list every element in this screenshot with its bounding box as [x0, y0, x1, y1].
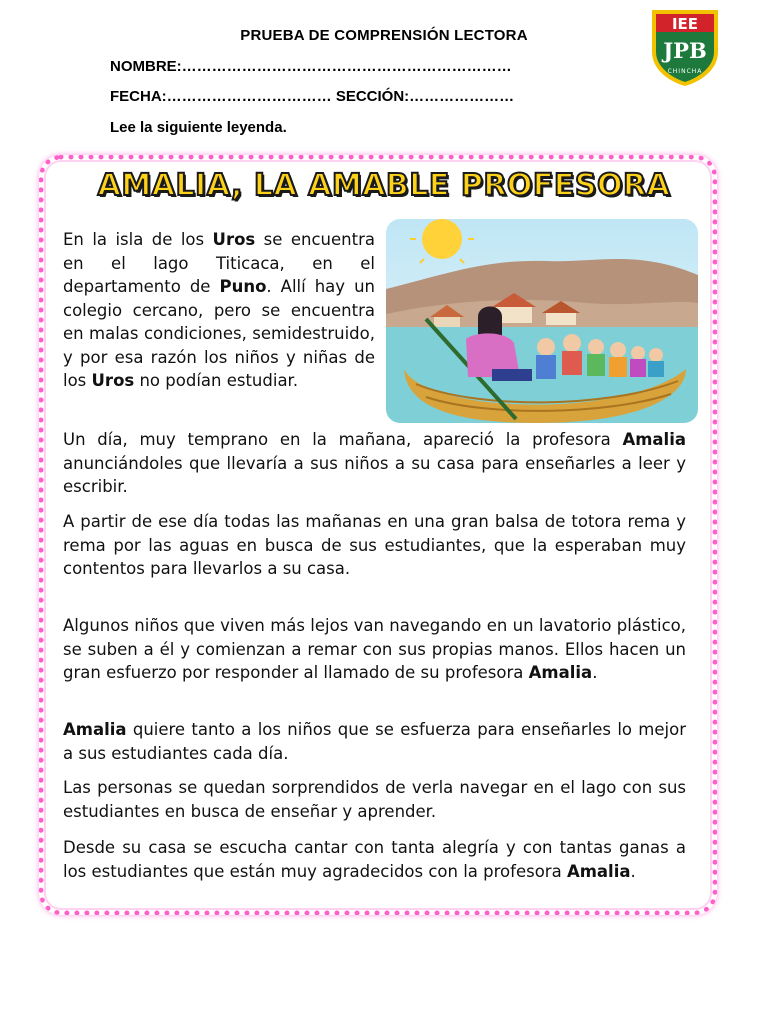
logo-initials: JPB: [663, 38, 707, 63]
logo-top-text: IEE: [671, 15, 699, 33]
bold-name: Amalia: [622, 430, 686, 449]
name-field[interactable]: NOMBRE:…………………………………………………………: [110, 58, 512, 75]
bold-name: Uros: [212, 230, 256, 249]
paragraph-6: Las personas se quedan sorprendidos de verla navegar en el lago con sus estudiantes en busca de enseñar y aprender.: [63, 778, 686, 821]
story-illustration: [386, 219, 698, 423]
bold-name: Amalia: [528, 663, 593, 682]
sun-icon: [422, 219, 462, 259]
bold-name: Uros: [91, 371, 135, 390]
school-logo: [648, 6, 722, 88]
reading-instruction: Lee la siguiente leyenda.: [110, 119, 287, 136]
date-section-field[interactable]: FECHA:…………………………… SECCIÓN:…………………: [110, 88, 515, 105]
bold-name: Amalia: [63, 720, 127, 739]
paragraph-5: Amalia quiere tanto a los niños que se esfuerza para enseñarles lo mejor a sus estudiantes cada día.: [63, 720, 686, 763]
bold-name: Puno: [219, 277, 267, 296]
test-title: PRUEBA DE COMPRENSIÓN LECTORA: [240, 27, 528, 44]
paragraph-7: Desde su casa se escucha cantar con tanta alegría y con tantas ganas a los estudiantes que están muy agradecidos con la profesora Amalia.: [63, 838, 686, 881]
paragraph-2: Un día, muy temprano en la mañana, apareció la profesora Amalia anunciándoles que llevaría a sus niños a su casa para enseñarles a leer y escribir.: [63, 430, 686, 496]
bold-name: Amalia: [566, 861, 631, 881]
logo-bottom-text: CHINCHA: [667, 68, 703, 75]
paragraph-1: En la isla de los Uros se encuentra en el lago Titicaca, en el departamento de Puno. Allí hay un colegio cercano, pero se encuentra en malas condiciones, semidestruido, y por esa razón los niños y niñas de los Uros no podían estudiar.: [63, 230, 375, 390]
paragraph-4: Algunos niños que viven más lejos van navegando en un lavatorio plástico, se suben a él y comienzan a remar con sus propias manos. Ellos hacen un gran esfuerzo por responder al llamado de su profesora Amalia.: [63, 616, 686, 682]
paragraph-3: A partir de ese día todas las mañanas en una gran balsa de totora rema y rema por las aguas en busca de sus estudiantes, que la esperaban muy contentos para llevarlos a su casa.: [63, 512, 686, 578]
story-title: AMALIA, LA AMABLE PROFESORA: [97, 168, 671, 203]
